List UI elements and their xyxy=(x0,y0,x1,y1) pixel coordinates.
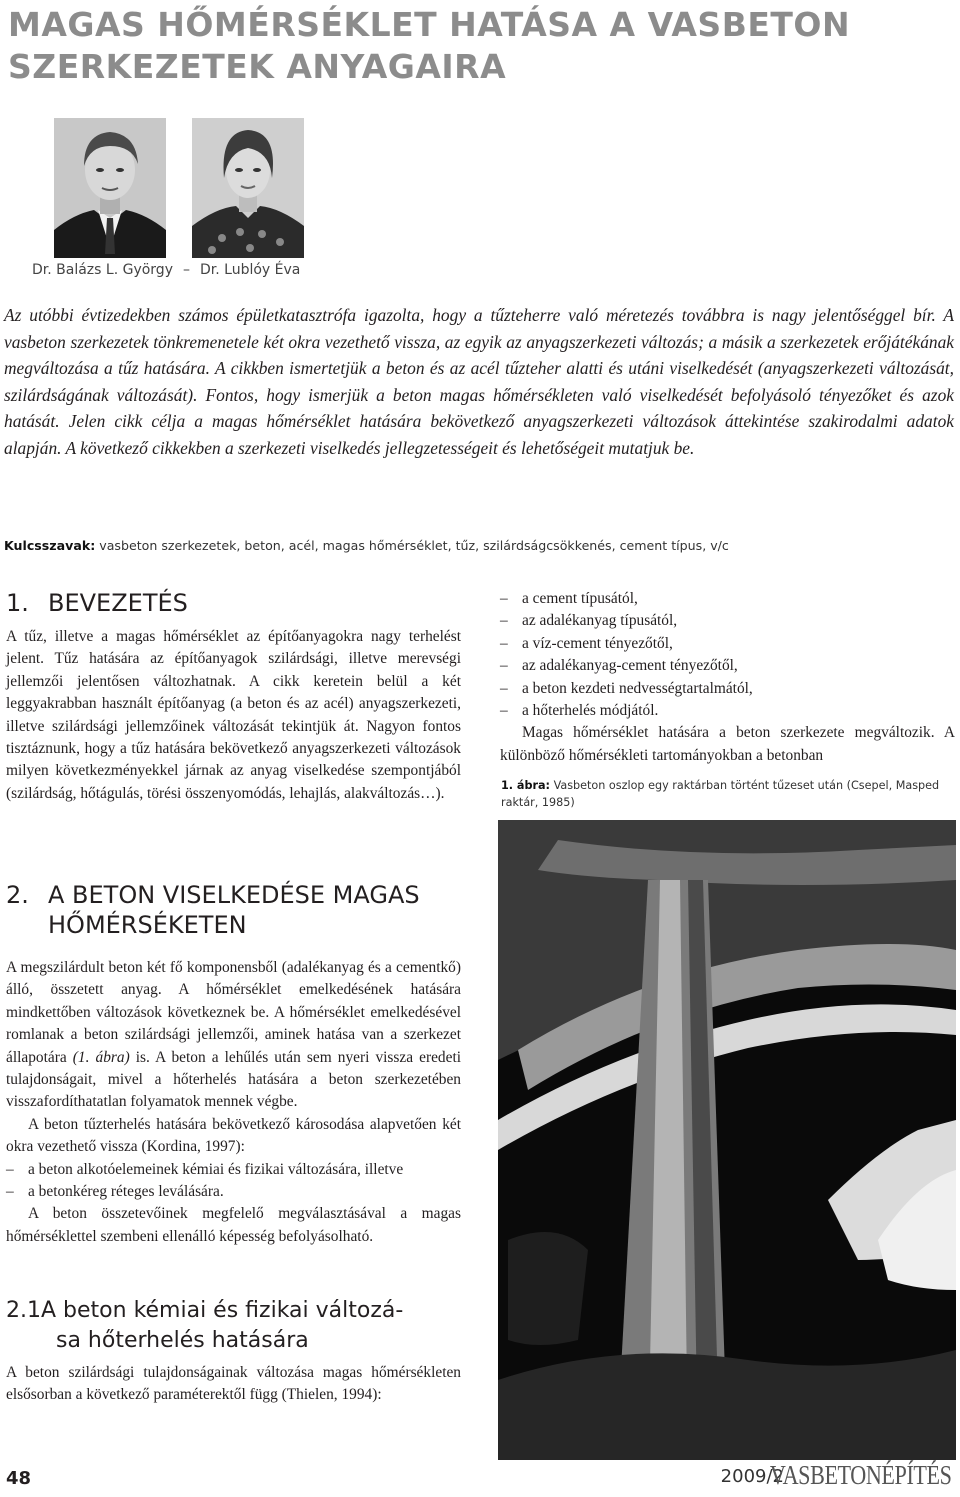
section-2-paragraph-1: A megszilárdult beton két fő komponensből (adalékanyag és a cementkő) álló, összetett anyag. A hőmérséklet emelkedésének hatására mindkettőben változások következnek be. A hőmérséklet emelkedésével romlanak a beton szilárdsági jellemzői, aminek hatása van a szerkezet állapotára (1. ábra) is. A beton a lehűlés után sem nyeri vissza eredeti tulajdonságait, mivel a hőterhelés hatására a beton szerkezetében visszafordíthatatlan folyamatok mennek végbe. xyxy=(6,959,461,1111)
keywords-text: vasbeton szerkezetek, beton, acél, magas hőmérséklet, tűz, szilárdságcsökkenés, cement típus, v/c xyxy=(99,538,729,553)
author-1: Dr. Balázs L. György xyxy=(32,262,173,278)
list-item: – a beton kezdeti nedvességtartalmától, xyxy=(500,678,955,700)
section-2-number: 2. xyxy=(6,881,29,909)
abstract: Az utóbbi évtizedekben számos épületkatasztrófa igazolta, hogy a tűzteherre való méretezés továbbra is nagy jelentőséggel bír. A vasbeton szerkezetek tönkremenetele két okra vezethető vissza, az egyik az anyagszerkezeti változás; a másik a szerkezetek erőjátékának megváltozása a tűz hatására. A cikkben ismertetjük a beton és az acél tűzteher alatti és utáni viselkedését (anyagszerkezeti változását, szilárdságának változását). Fontos, hogy ismerjük a beton magas hőmérsékleten való viselkedését befolyásoló tényezőket és azok hatását. Jelen cikk célja a magas hőmérséklet hatására bekövetkező anyagszerkezeti változások áttekintése szakirodalmi adatok alapján. A következő cikkekben a szerkezeti viselkedés jellegzetességeit és lehetőségeit mutatjuk be. xyxy=(4,305,954,458)
section-2-heading xyxy=(6,880,476,940)
author-photo-balazs xyxy=(54,118,166,258)
keywords-label: Kulcsszavak: xyxy=(4,538,96,553)
parameter-list xyxy=(500,588,955,722)
section-2-1-text: A beton szilárdsági tulajdonságainak változása magas hőmérsékleten elsősorban a következő paraméterektől függ (Thielen, 1994): xyxy=(6,1364,461,1404)
list-item: – a betonkéreg réteges leválására. xyxy=(6,1181,461,1203)
section-1-title: BEVEZETÉS xyxy=(48,589,188,617)
list-item: – a cement típusától, xyxy=(500,588,955,610)
right-column-body xyxy=(500,588,955,767)
section-2-list xyxy=(6,1159,461,1204)
figure-reference: (1. ábra) xyxy=(72,1048,130,1066)
section-2-1-title-line2: sa hőterhelés hatására xyxy=(56,1328,309,1353)
page-number: 48 xyxy=(6,1468,32,1489)
keywords xyxy=(4,538,954,553)
section-2-title-line1: A BETON VISELKEDÉSE MAGAS xyxy=(48,881,420,909)
article-title: MAGAS HŐMÉRSÉKLET HATÁSA A VASBETON SZERKEZETEK ANYAGAIRA xyxy=(8,5,851,86)
section-1-body xyxy=(6,626,461,805)
author-separator: – xyxy=(182,262,190,278)
section-2-body xyxy=(6,957,461,1248)
list-item: – a hőterhelés módjától. xyxy=(500,700,955,722)
list-item: – az adalékanyag típusától, xyxy=(500,610,955,632)
section-1-heading xyxy=(6,588,188,618)
figure-label: 1. ábra: xyxy=(501,779,551,792)
section-2-paragraph-2: A beton tűzterhelés hatására bekövetkező károsodása alapvetően két okra vezethető vissza (Kordina, 1997): xyxy=(6,1115,461,1156)
section-2-1-number: 2.1 xyxy=(6,1298,41,1323)
section-2-1-heading xyxy=(6,1296,476,1356)
section-2-paragraph-3: A beton összetevőinek megfelelő megválasztásával a magas hőmérséklettel szembeni ellenálló képesség befolyásolható. xyxy=(6,1205,461,1245)
issue-number: 2009/2 xyxy=(720,1466,784,1487)
figure-caption-text: Vasbeton oszlop egy raktárban történt tűzeset után (Csepel, Masped raktár, 1985) xyxy=(501,779,940,809)
author-photo-lubloy xyxy=(192,118,304,258)
author-names xyxy=(32,262,300,278)
section-1-text: A tűz, illetve a magas hőmérséklet az építőanyagokra nagy terhelést jelent. Tűz hatására az építőanyagok szilárdsági, illetve merevségi jellemzői jelentősen változhatnak. A cikk keretein belül a két leggyakrabban használt építőanyag (a beton és az acél) anyagszerkezeti, illetve szilárdsági jellemzőinek változását tekintjük át. Nagyon fontos tisztáznunk, hogy a tűz hatására bekövetkező anyagszerkezeti változások milyen következményekkel járnak az anyag viselkedése szempontjából (szilárdság, hőtágulás, törési összenyomódás, lehajlás, alakváltozás…). xyxy=(6,628,461,802)
section-2-title-line2: HŐMÉRSÉKETEN xyxy=(48,911,247,939)
section-1-number: 1. xyxy=(6,589,29,617)
list-item: – a víz-cement tényezőtől, xyxy=(500,633,955,655)
journal-logo: VASBETONÉPÍTÉS xyxy=(770,1460,952,1490)
list-item: – az adalékanyag-cement tényezőtől, xyxy=(500,655,955,677)
right-column-text: Magas hőmérséklet hatására a beton szerkezete megváltozik. A különböző hőmérsékleti tartományokban a betonban xyxy=(500,724,955,764)
section-2-1-body xyxy=(6,1362,461,1407)
figure-photo xyxy=(498,820,956,1465)
figure-caption xyxy=(501,777,941,811)
section-2-1-title-line1: A beton kémiai és fizikai változá- xyxy=(41,1298,404,1323)
list-item: – a beton alkotóelemeinek kémiai és fizikai változására, illetve xyxy=(6,1159,461,1181)
author-2: Dr. Lublóy Éva xyxy=(199,262,301,278)
